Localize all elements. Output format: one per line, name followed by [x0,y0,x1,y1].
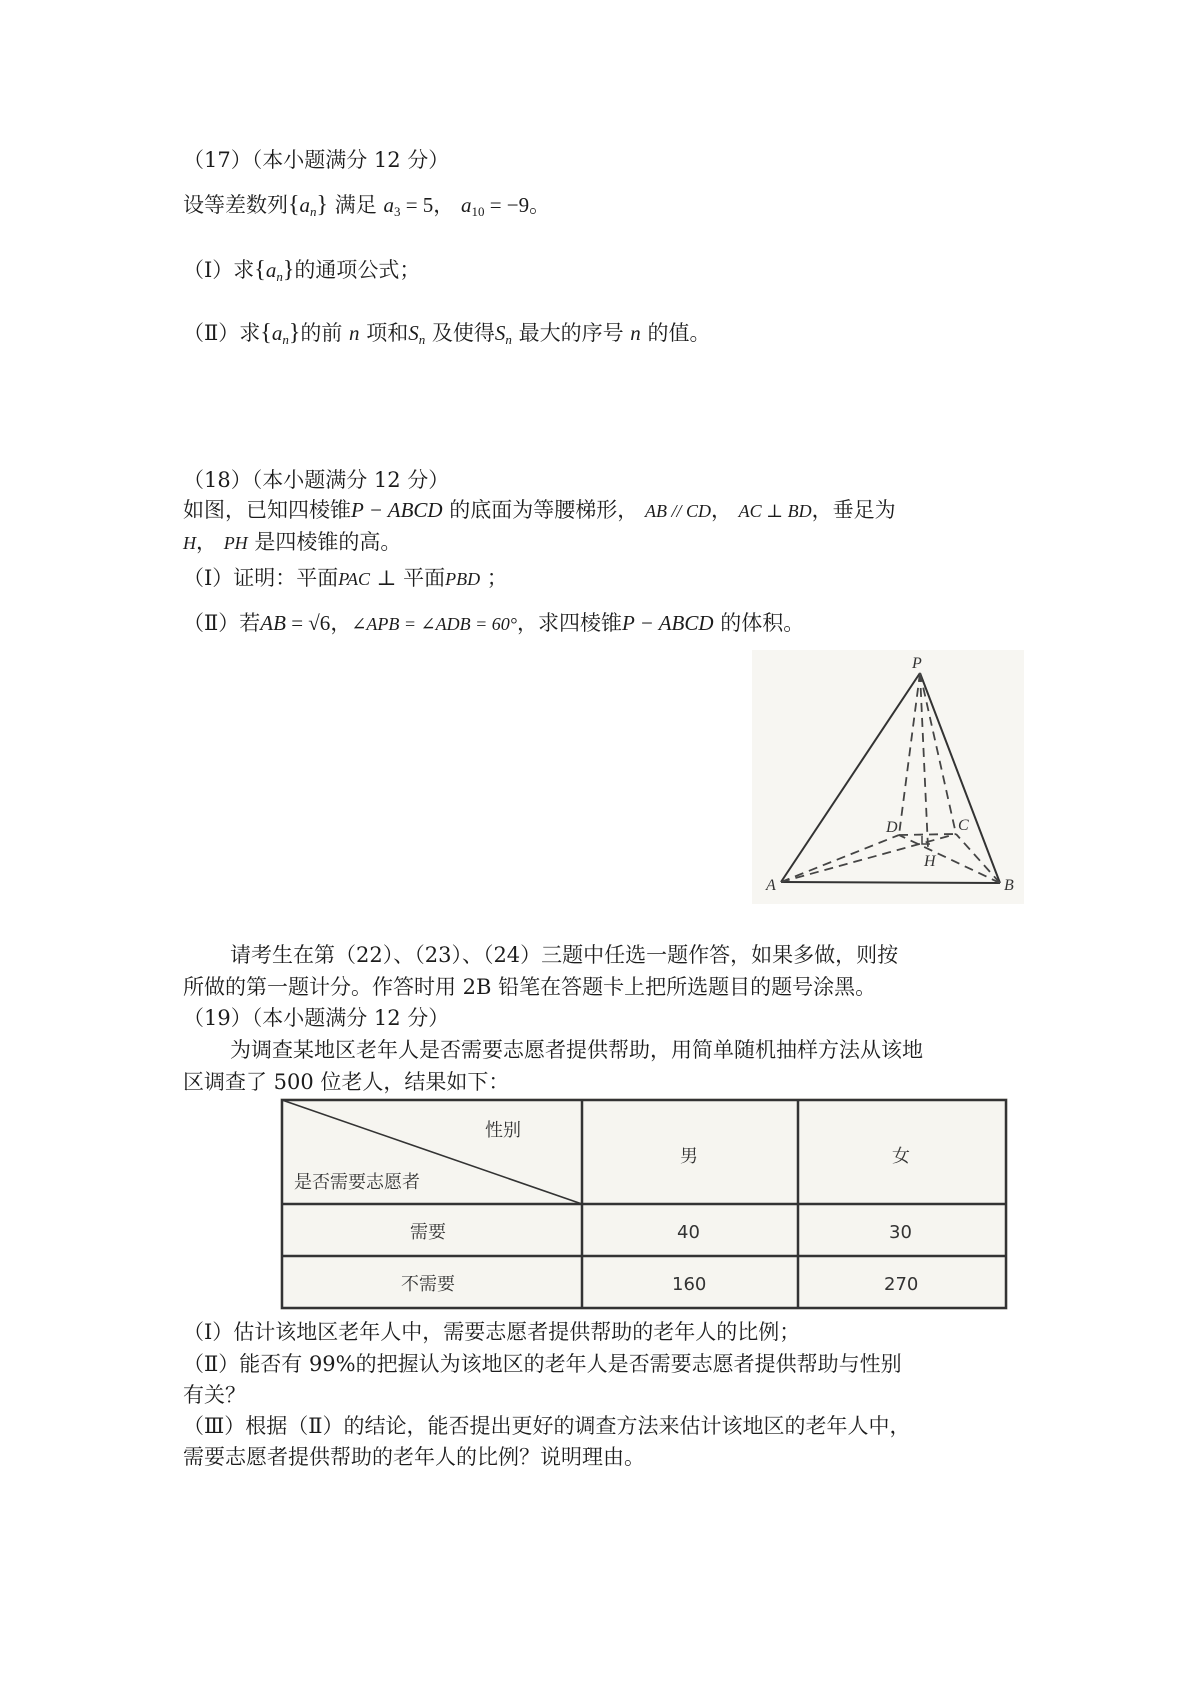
q17-part1: （Ⅰ）求$\{a_n\}$的通项公式； [183,257,421,284]
edge-PH [920,673,928,848]
edge-PD [899,673,920,835]
label-A: A [766,877,776,894]
edge-PA [781,673,920,882]
survey-table [280,1098,1008,1310]
q17-header: （17）（本小题满分 12 分） [183,148,450,172]
edge-PB [920,673,1000,883]
q19-part3-line2: 需要志愿者提供帮助的老年人的比例？说明理由。 [183,1445,645,1469]
edge-DC [899,834,956,835]
label-H: H [924,853,936,870]
table-row-noneed-female: 270 [884,1274,919,1295]
table-row-noneed-label: 不需要 [401,1274,455,1295]
table-row-noneed-male: 160 [672,1274,707,1295]
q19-intro-line2: 区调查了 500 位老人，结果如下： [183,1070,510,1094]
q18-part2: （Ⅱ）若AB = √6，∠APB = ∠ADB = 60°，求四棱锥P − ABCD 的体积。 [183,611,805,635]
label-P: P [912,655,922,672]
table-header-gender: 性别 [485,1120,521,1141]
instruction-line1: 请考生在第（22）、（23）、（24）三题中任选一题作答，如果多做，则按 [230,943,899,967]
table-col-female: 女 [892,1146,910,1167]
pyramid-figure [752,650,1024,904]
edge-AD [781,835,899,882]
q18-stem-line2: H， PH 是四棱锥的高。 [183,530,402,554]
q17-stem: 设等差数列$\{a_n\}$ 满足 $a_3 = 5$， $a_{10} = -9$。 [183,192,551,219]
table-row-need-male: 40 [677,1222,700,1243]
q17-part2: （Ⅱ）求$\{a_n\}$的前 n 项和$S_n$ 及使得$S_n$ 最大的序号 n 的值。 [183,320,711,347]
edge-AB [781,882,1000,883]
q18-part1: （Ⅰ）证明：平面PAC ⊥ 平面PBD ； [183,566,508,590]
instruction-line2: 所做的第一题计分。作答时用 2B 铅笔在答题卡上把所选题目的题号涂黑。 [183,975,877,999]
table-row-need-female: 30 [889,1222,912,1243]
table-col-male: 男 [680,1146,698,1167]
q18-header: （18）（本小题满分 12 分） [183,468,450,492]
q19-intro-line1: 为调查某地区老年人是否需要志愿者提供帮助，用简单随机抽样方法从该地 [230,1038,923,1062]
label-B: B [1004,877,1014,894]
survey-table-grid [280,1098,1008,1310]
q19-part2-line2: 有关？ [183,1383,246,1407]
table-header-need: 是否需要志愿者 [294,1172,420,1193]
pyramid-diagram [752,650,1024,904]
edge-BC [956,834,1000,883]
label-D: D [886,819,898,836]
q19-header: （19）（本小题满分 12 分） [183,1006,450,1030]
q18-stem-line1: 如图，已知四棱锥P − ABCD 的底面为等腰梯形， AB // CD， AC ⊥ BD，垂足为 [183,498,896,522]
q19-part3-line1: （Ⅲ）根据（Ⅱ）的结论，能否提出更好的调查方法来估计该地区的老年人中， [183,1414,911,1438]
table-row-need-label: 需要 [410,1222,446,1243]
label-C: C [958,817,969,834]
q19-part1: （Ⅰ）估计该地区老年人中，需要志愿者提供帮助的老年人的比例； [183,1320,801,1344]
q19-part2-line1: （Ⅱ）能否有 99%的把握认为该地区的老年人是否需要志愿者提供帮助与性别 [183,1352,902,1376]
